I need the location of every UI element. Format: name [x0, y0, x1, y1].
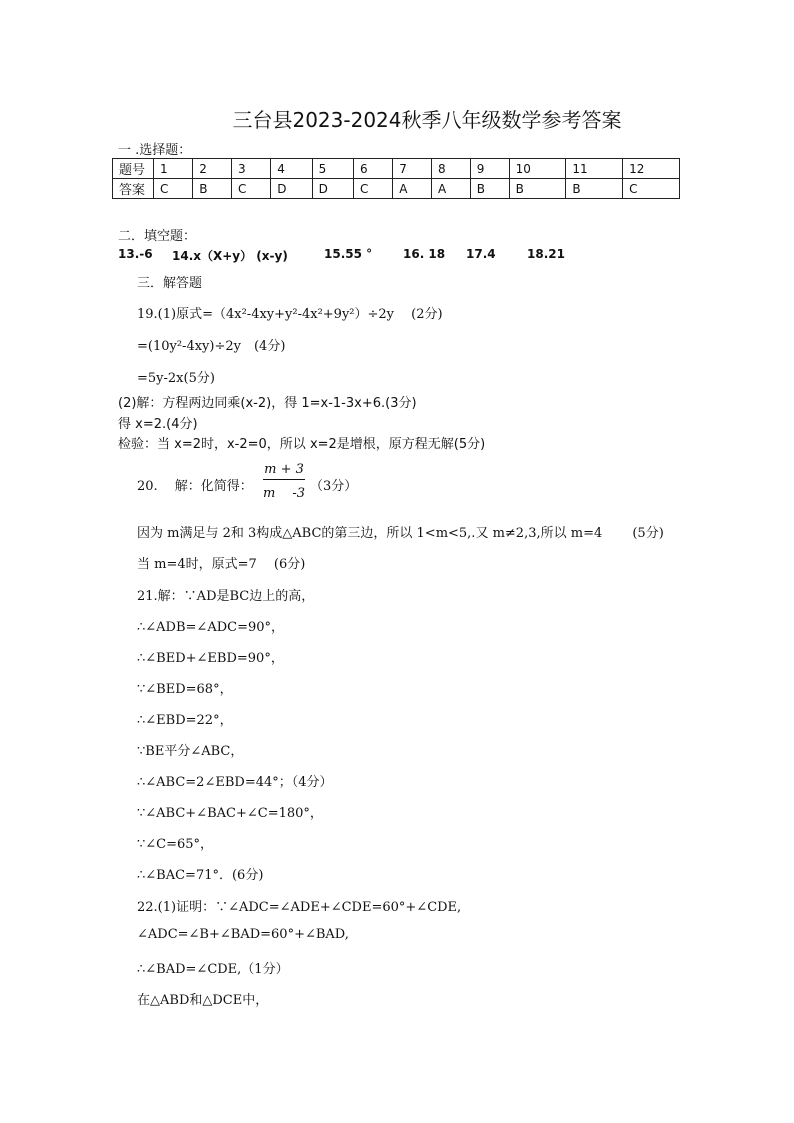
table-cell: A [393, 179, 432, 199]
fill-answer-18: 18.21 [527, 247, 565, 261]
table-cell: 12 [623, 159, 680, 179]
table-cell: A [432, 179, 471, 199]
table-header-cell: 答案 [113, 179, 154, 199]
q19-line-2: =(10y²-4xy)÷2y (4分) [137, 339, 286, 354]
table-row-answers [113, 179, 680, 199]
table-cell: 9 [470, 159, 509, 179]
q22-line-3: ∴∠BAD=∠CDE,（1分） [137, 962, 289, 977]
table-cell: 3 [232, 159, 271, 179]
q22-line-2: ∠ADC=∠B+∠BAD=60°+∠BAD, [137, 927, 349, 942]
fill-answer-15: 15.55 ° [324, 247, 373, 261]
q20-label: 20. 解：化简得： [137, 479, 253, 494]
table-cell: B [193, 179, 232, 199]
table-cell: B [566, 179, 623, 199]
table-cell: 11 [566, 159, 623, 179]
choice-answer-table [112, 158, 680, 199]
q19-line-3: =5y-2x(5分) [137, 371, 215, 386]
table-cell: C [154, 179, 193, 199]
q21-line-8: ∵∠ABC+∠BAC+∠C=180°， [137, 806, 323, 821]
fill-answer-16: 16. 18 [403, 247, 446, 261]
q21-line-1: 21.解：∵AD是BC边上的高， [137, 589, 315, 604]
q21-line-4: ∵∠BED=68°， [137, 682, 233, 697]
q21-line-6: ∵BE平分∠ABC， [137, 744, 244, 759]
section-solve-heading: 三．解答题 [137, 276, 203, 291]
q19-line-5: 得 x=2.(4分) [118, 417, 198, 432]
table-cell: 5 [312, 159, 353, 179]
fraction-numerator: m + 3 [264, 462, 304, 477]
table-cell: B [509, 179, 566, 199]
table-cell: C [623, 179, 680, 199]
q20-fraction [262, 462, 306, 501]
q19-line-4: (2)解：方程两边同乘(x-2)，得 1=x-1-3x+6.(3分) [118, 396, 417, 411]
table-cell: D [312, 179, 353, 199]
table-row-numbers [113, 159, 680, 179]
table-cell: 7 [393, 159, 432, 179]
table-cell: B [470, 179, 509, 199]
q20-score: （3分） [310, 479, 358, 494]
fill-answer-13: 13.-6 [118, 247, 153, 261]
table-cell: 2 [193, 159, 232, 179]
table-cell: 1 [154, 159, 193, 179]
q20-line-2: 因为 m满足与 2和 3构成△ABC的第三边，所以 1<m<5,.又 m≠2,3,所以 m=4 (5分) [137, 526, 664, 541]
q21-line-9: ∵∠C=65°， [137, 837, 214, 852]
q21-line-5: ∴∠EBD=22°， [137, 713, 233, 728]
table-cell: 8 [432, 159, 471, 179]
fill-answer-17: 17.4 [466, 247, 496, 261]
table-cell: C [232, 179, 271, 199]
q19-line-1: 19.(1)原式=（4x²-4xy+y²-4x²+9y²）÷2y (2分) [137, 307, 443, 322]
table-cell: D [271, 179, 312, 199]
table-cell: 6 [354, 159, 393, 179]
section-fill-heading: 二．填空题： [118, 229, 197, 244]
page-title: 三台县2023-2024秋季八年级数学参考答案 [232, 108, 622, 132]
fraction-denominator: m -3 [262, 486, 306, 501]
q19-line-6: 检验：当 x=2时，x-2=0，所以 x=2是增根，原方程无解(5分) [118, 437, 486, 452]
table-cell: 4 [271, 159, 312, 179]
table-cell: 10 [509, 159, 566, 179]
q21-line-7: ∴∠ABC=2∠EBD=44°；（4分） [137, 775, 333, 790]
q21-line-2: ∴∠ADB=∠ADC=90°， [137, 620, 285, 635]
fill-answer-14: 14.x（X+y） (x-y) [172, 249, 288, 263]
q20-line-3: 当 m=4时，原式=7 (6分) [137, 557, 306, 572]
table-header-cell: 题号 [113, 159, 154, 179]
q21-line-3: ∴∠BED+∠EBD=90°， [137, 651, 284, 666]
section-choice-heading: 一 .选择题： [118, 143, 192, 158]
q22-line-4: 在△ABD和△DCE中， [137, 993, 269, 1008]
q22-line-1: 22.(1)证明：∵∠ADC=∠ADE+∠CDE=60°+∠CDE, [137, 900, 462, 915]
table-cell: C [354, 179, 393, 199]
q21-line-10: ∴∠BAC=71°．(6分) [137, 868, 264, 883]
